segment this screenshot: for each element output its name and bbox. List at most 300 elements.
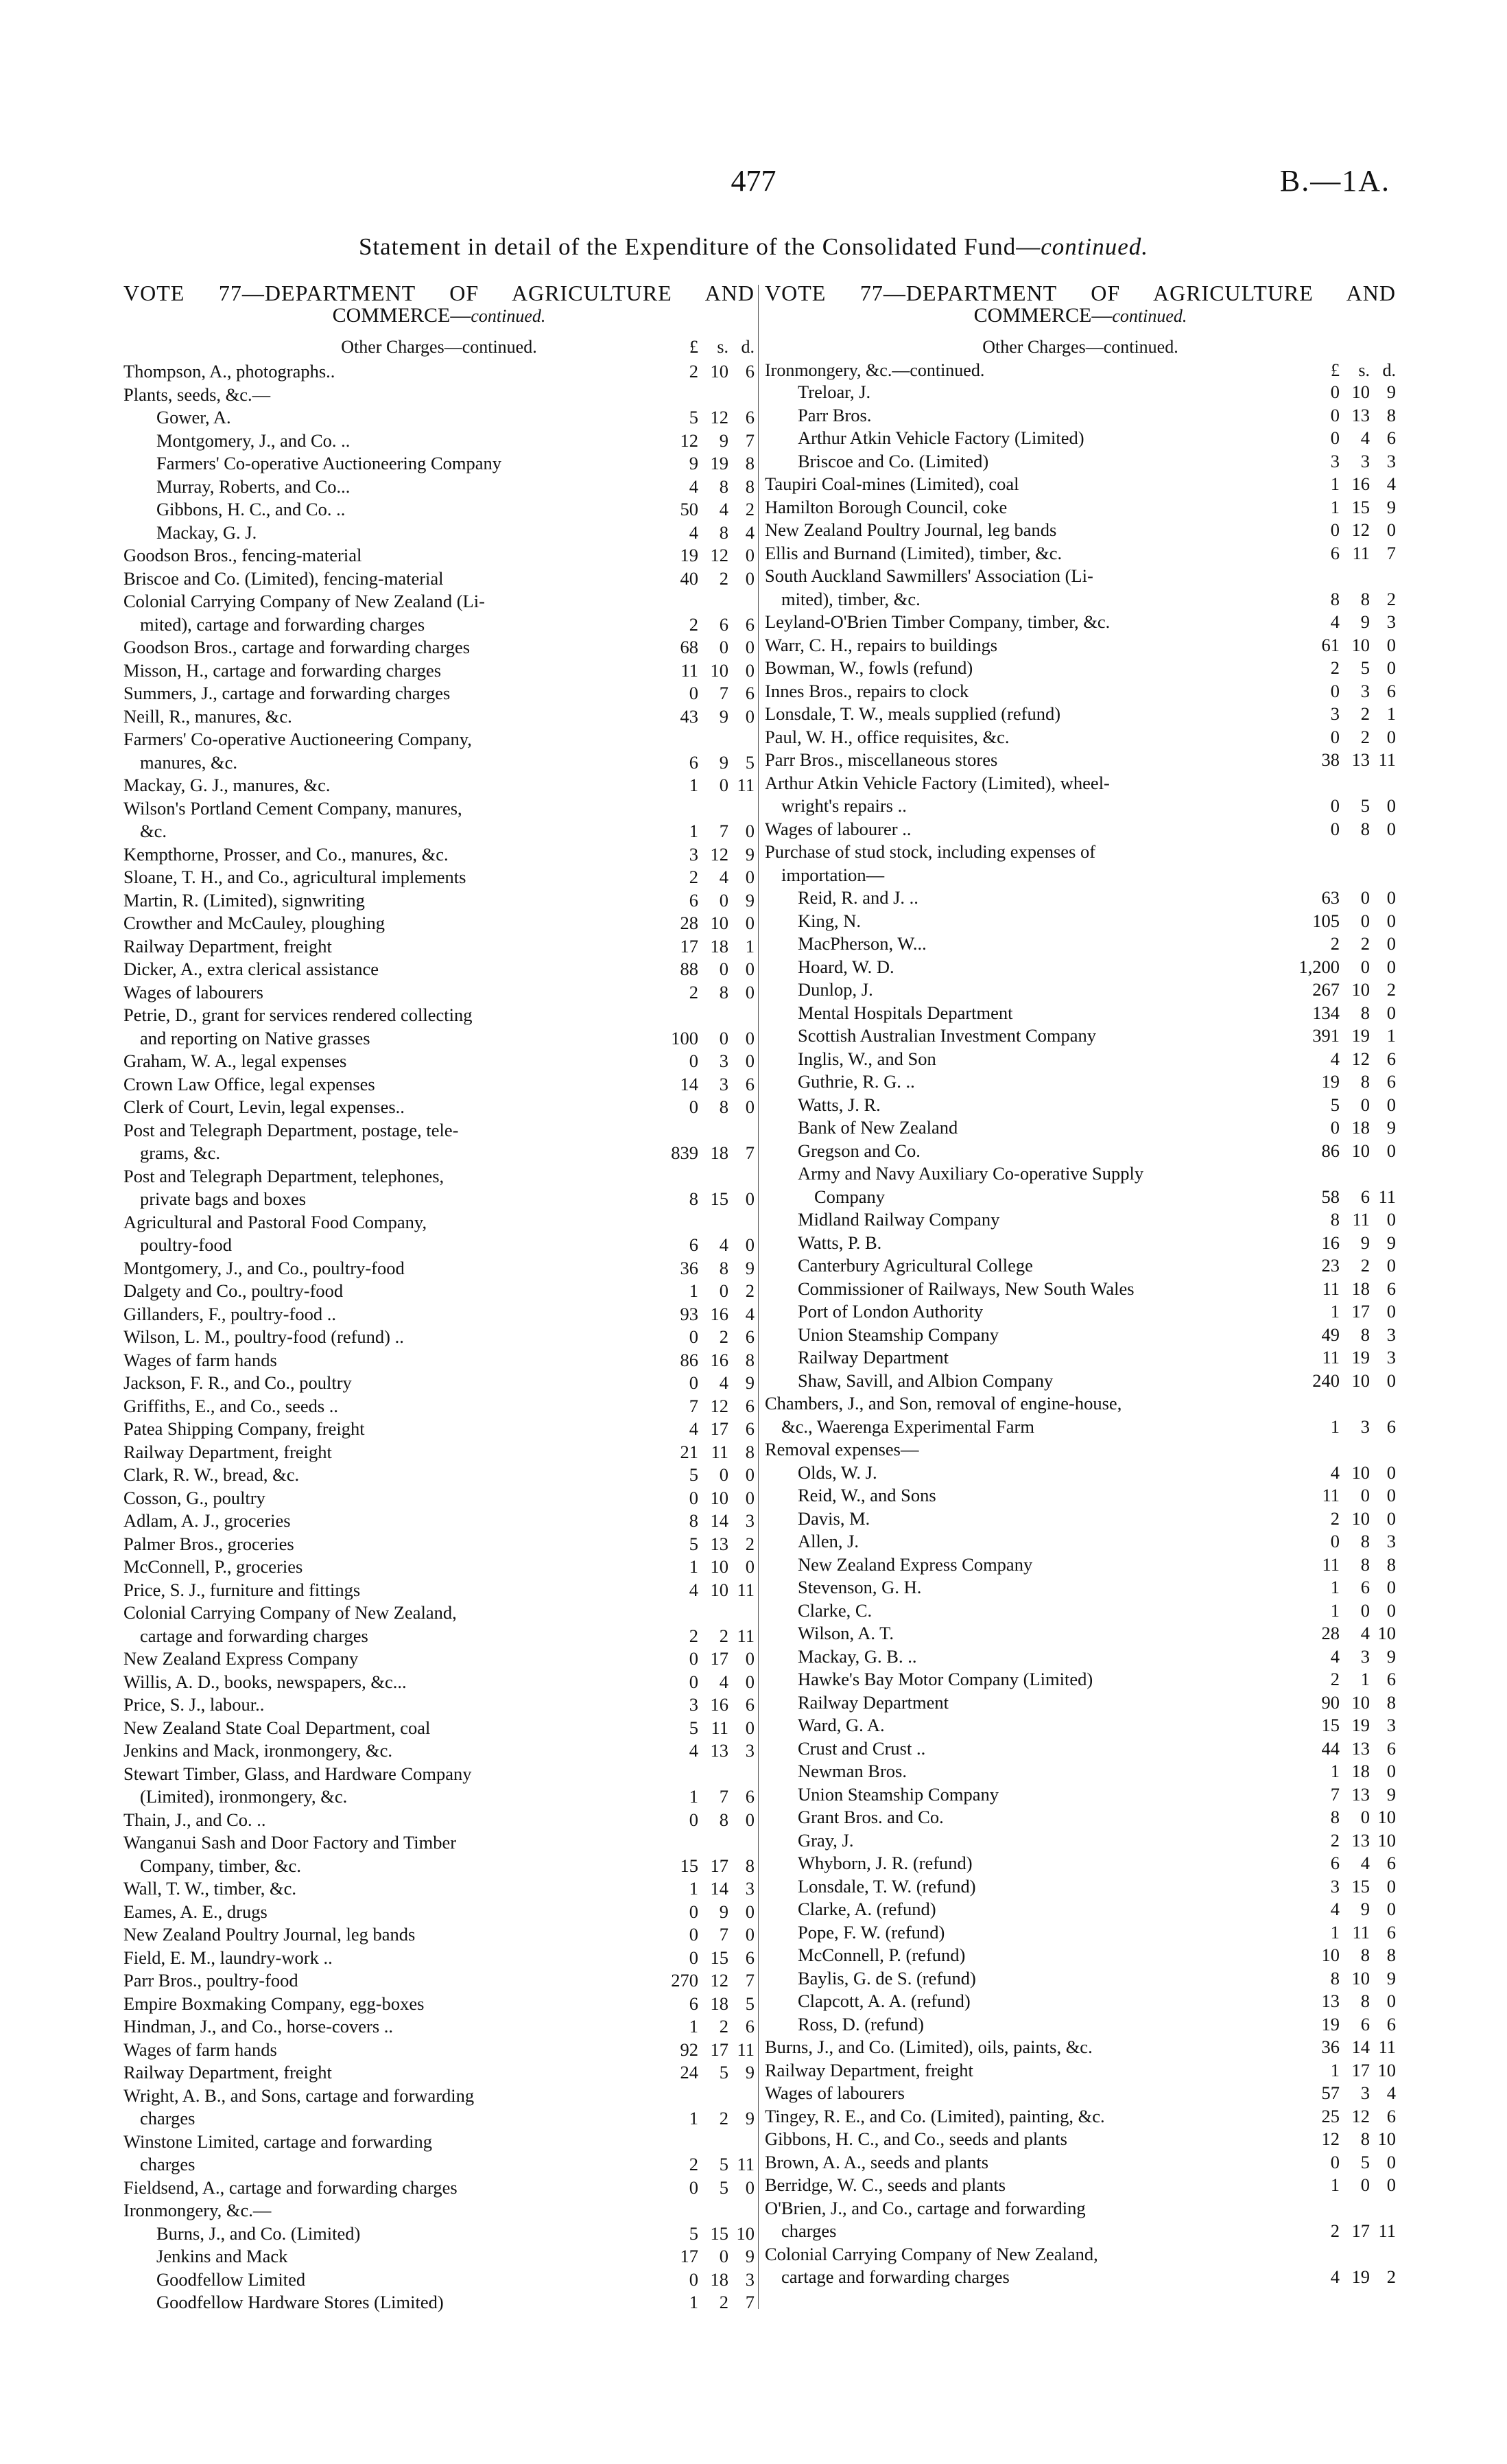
right-ledger-row: [765, 1002, 1396, 1025]
amount-pence: 7: [1386, 542, 1396, 563]
amount-shillings: 4: [719, 1372, 728, 1393]
amount-pounds: 43: [680, 705, 698, 727]
amount-pounds: 2: [689, 361, 698, 382]
amount-pounds: [654, 1119, 698, 1142]
amount-shillings: 8: [1360, 1991, 1370, 2011]
amount-pence: 8: [1386, 1553, 1396, 1575]
left-ledger-row: [123, 567, 755, 591]
right-ledger-row: [765, 2105, 1396, 2128]
amount-pounds: 2: [1330, 657, 1340, 678]
amount-pounds: 0: [689, 1487, 698, 1508]
right-ledger-row: [765, 1070, 1396, 1094]
item-description: Palmer Bros., groceries: [123, 1533, 294, 1554]
amount-shillings: 5: [1360, 2151, 1370, 2172]
item-description: Watts, J. R.: [798, 1094, 881, 1115]
left-ledger-row: [123, 1647, 755, 1671]
amount-pence: 4: [1386, 473, 1396, 494]
amount-shillings: [698, 2131, 728, 2154]
item-description: Thompson, A., photographs..: [123, 361, 335, 382]
left-ledger-row: [123, 935, 755, 959]
item-description: Wilson, L. M., poultry-food (refund) ..: [123, 1326, 404, 1347]
amount-shillings: 8: [719, 521, 728, 543]
item-description: Ross, D. (refund): [798, 2013, 924, 2034]
amount-shillings: 15: [1351, 496, 1370, 517]
amount-pence: 6: [1386, 1737, 1396, 1759]
amount-pounds: 2: [689, 981, 698, 1002]
left-ledger-row: [123, 498, 755, 521]
amount-pence: 4: [745, 1303, 755, 1324]
amount-pence: 7: [745, 1970, 755, 1991]
pence-label: d.: [1382, 360, 1396, 380]
amount-pounds: 8: [1330, 1967, 1340, 1988]
amount-pence: 0: [745, 659, 755, 681]
right-ledger-row: [765, 1416, 1396, 1439]
right-ledger-row: [765, 680, 1396, 703]
item-description: Crown Law Office, legal expenses: [123, 1073, 375, 1094]
amount-pounds: 270: [671, 1970, 698, 1991]
amount-pence: 0: [1386, 956, 1396, 977]
amount-shillings: 12: [710, 1970, 728, 1991]
amount-shillings: [698, 590, 728, 613]
right-ledger-row: [765, 565, 1396, 588]
amount-shillings: 6: [1360, 2013, 1370, 2034]
item-description: Tingey, R. E., and Co. (Limited), painting, &c.: [765, 2105, 1105, 2126]
amount-shillings: 8: [719, 1096, 728, 1117]
amount-pence: 0: [745, 913, 755, 933]
item-description: mited), cartage and forwarding charges: [140, 613, 425, 635]
right-ledger-row: [765, 2059, 1396, 2082]
amount-shillings: 0: [719, 1464, 728, 1485]
left-ledger-row: [123, 1831, 755, 1855]
amount-pence: 0: [745, 959, 755, 979]
left-vote-heading-2: [123, 305, 755, 327]
amount-pounds: 1: [1330, 2059, 1340, 2080]
amount-pounds: 2: [1330, 933, 1340, 954]
amount-pounds: [654, 1601, 698, 1625]
amount-shillings: 18: [710, 1993, 728, 2014]
amount-shillings: 16: [710, 1303, 728, 1324]
amount-pence: [728, 384, 755, 407]
item-description: Misson, H., cartage and forwarding charges: [123, 659, 442, 681]
amount-pounds: 93: [680, 1303, 698, 1324]
amount-pence: 9: [1386, 1117, 1396, 1138]
item-description: Removal expenses—: [765, 1439, 919, 1459]
amount-pence: 0: [745, 1809, 755, 1830]
right-ledger-row: [765, 1162, 1396, 1186]
amount-pence: 3: [1386, 1531, 1396, 1551]
amount-pounds: 6: [689, 1993, 698, 2014]
left-ledger-row: [123, 1579, 755, 1602]
amount-pence: 9: [1386, 496, 1396, 517]
left-ledger-row: [123, 1556, 755, 1579]
item-description: Paul, W. H., office requisites, &c.: [765, 726, 1010, 747]
amount-pence: 6: [745, 613, 755, 635]
item-description: Innes Bros., repairs to clock: [765, 680, 969, 701]
amount-pounds: 57: [1321, 2082, 1340, 2103]
amount-pence: 8: [1386, 1691, 1396, 1713]
amount-pence: 6: [745, 1395, 755, 1416]
amount-pounds: 2: [689, 1625, 698, 1646]
left-section-title: Other Charges—continued.: [341, 337, 537, 357]
left-ledger-row: [123, 1855, 755, 1878]
amount-pence: [1370, 772, 1396, 795]
amount-shillings: 10: [1351, 382, 1370, 402]
right-ledger-row: [765, 473, 1396, 496]
amount-pence: 6: [745, 407, 755, 427]
amount-pounds: 0: [1330, 1531, 1340, 1551]
amount-pence: 0: [745, 705, 755, 727]
amount-shillings: [1340, 1162, 1370, 1186]
item-description: Eames, A. E., drugs: [123, 1901, 268, 1922]
amount-shillings: 8: [1360, 588, 1370, 609]
right-ledger-row: [765, 1829, 1396, 1853]
amount-pence: 11: [737, 1579, 755, 1600]
amount-pence: 0: [1386, 910, 1396, 931]
amount-pounds: 4: [1330, 2266, 1340, 2287]
amount-shillings: 16: [710, 1694, 728, 1715]
item-description: Union Steamship Company: [798, 1324, 999, 1345]
amount-pence: 0: [1386, 2174, 1396, 2195]
left-ledger-row: [123, 2268, 755, 2292]
item-description: Grant Bros. and Co.: [798, 1807, 944, 1827]
amount-pence: 6: [1386, 1048, 1396, 1069]
right-ledger-row: [765, 427, 1396, 450]
amount-pounds: 8: [689, 1510, 698, 1531]
amount-pounds: 0: [689, 2268, 698, 2290]
amount-pounds: 17: [680, 935, 698, 957]
left-ledger-row: [123, 2222, 755, 2246]
amount-shillings: 10: [1351, 1462, 1370, 1483]
shillings-label: s.: [717, 337, 728, 357]
amount-pounds: 19: [680, 545, 698, 565]
amount-pence: [728, 1165, 755, 1188]
right-ledger-row: [765, 1737, 1396, 1761]
item-description: Railway Department, freight: [123, 2062, 332, 2082]
right-ledger-row: [765, 1668, 1396, 1691]
right-ledger-row: [765, 2082, 1396, 2105]
amount-pounds: 1: [1330, 1921, 1340, 1943]
amount-shillings: [698, 1601, 728, 1625]
amount-pence: 0: [1386, 726, 1396, 747]
amount-pence: 8: [745, 476, 755, 497]
amount-pence: 0: [745, 2176, 755, 2198]
left-ledger-row: [123, 1027, 755, 1051]
item-description: Petrie, D., grant for services rendered collecting: [123, 1005, 473, 1025]
amount-shillings: 2: [719, 2292, 728, 2312]
amount-shillings: 19: [1351, 2266, 1370, 2287]
item-description: mited), timber, &c.: [781, 588, 921, 609]
amount-pounds: [654, 797, 698, 821]
statement-title: [0, 233, 1507, 261]
right-ledger-row: [765, 726, 1396, 749]
item-description: McConnell, P. (refund): [798, 1945, 966, 1965]
amount-pounds: 4: [689, 1579, 698, 1600]
amount-shillings: 10: [710, 1579, 728, 1600]
amount-pounds: 7: [689, 1395, 698, 1416]
amount-pounds: [1296, 2243, 1340, 2266]
amount-pounds: 36: [1321, 2037, 1340, 2057]
amount-shillings: [1340, 565, 1370, 588]
amount-pence: 0: [1386, 1140, 1396, 1161]
amount-pence: 0: [745, 1901, 755, 1922]
item-description: Kempthorne, Prosser, and Co., manures, &c.: [123, 843, 449, 865]
amount-shillings: 5: [1360, 657, 1370, 678]
amount-shillings: 19: [1351, 1347, 1370, 1368]
amount-shillings: 0: [719, 1280, 728, 1301]
amount-shillings: 18: [1351, 1117, 1370, 1138]
amount-shillings: 0: [1360, 1599, 1370, 1621]
amount-shillings: 11: [1352, 1209, 1370, 1230]
item-description: Company, timber, &c.: [140, 1855, 301, 1876]
amount-shillings: 2: [1360, 726, 1370, 747]
amount-pounds: 4: [689, 476, 698, 497]
item-description: Purchase of stud stock, including expenses of: [765, 841, 1096, 862]
item-description: Arthur Atkin Vehicle Factory (Limited), wheel-: [765, 772, 1110, 793]
amount-shillings: [698, 1211, 728, 1234]
amount-shillings: 11: [1352, 542, 1370, 563]
left-ledger-row: [123, 912, 755, 935]
item-description: Allen, J.: [798, 1531, 859, 1551]
left-ledger-row: [123, 613, 755, 637]
amount-pounds: 0: [1330, 2151, 1340, 2172]
right-ledger-row: [765, 1048, 1396, 1071]
right-ledger-row: [765, 1599, 1396, 1623]
amount-pounds: 11: [1322, 1347, 1340, 1368]
amount-shillings: 13: [1351, 1783, 1370, 1805]
amount-shillings: 12: [1351, 1048, 1370, 1069]
amount-shillings: 4: [719, 1234, 728, 1255]
amount-shillings: 4: [719, 1671, 728, 1692]
item-description: Mackay, G. J., manures, &c.: [123, 775, 331, 795]
amount-shillings: 10: [1351, 634, 1370, 655]
amount-shillings: 7: [719, 821, 728, 841]
amount-pence: 6: [1386, 680, 1396, 701]
amount-shillings: 11: [711, 1441, 728, 1462]
amount-shillings: 15: [710, 1188, 728, 1209]
amount-shillings: 2: [719, 567, 728, 589]
left-ledger-row: [123, 1280, 755, 1303]
amount-pounds: 16: [1321, 1232, 1340, 1253]
amount-shillings: 7: [719, 1924, 728, 1945]
item-description: Inglis, W., and Son: [798, 1048, 936, 1069]
item-description: Midland Railway Company: [798, 1209, 1000, 1230]
amount-shillings: [1340, 1438, 1370, 1462]
amount-pence: 6: [1386, 1921, 1396, 1943]
left-ledger-row: [123, 360, 755, 384]
amount-pounds: 0: [689, 1809, 698, 1830]
amount-shillings: 2: [719, 1625, 728, 1646]
item-description: Company: [814, 1186, 886, 1207]
amount-pounds: 0: [689, 1372, 698, 1393]
amount-pounds: 15: [680, 1855, 698, 1876]
amount-pounds: 12: [1321, 2128, 1340, 2149]
left-ledger-row: [123, 1901, 755, 1924]
item-description: Thain, J., and Co. ..: [123, 1809, 266, 1830]
amount-pence: 3: [1386, 1715, 1396, 1735]
left-ledger-row: [123, 1487, 755, 1510]
right-ledger-row: [765, 1392, 1396, 1416]
left-ledger-row: [123, 1717, 755, 1740]
amount-pence: 6: [745, 2016, 755, 2037]
amount-shillings: 0: [719, 959, 728, 979]
item-description: Adlam, A. J., groceries: [123, 1510, 291, 1531]
amount-pounds: 5: [689, 1717, 698, 1738]
amount-pounds: 7: [1330, 1783, 1340, 1805]
amount-shillings: 7: [719, 1786, 728, 1807]
item-description: Railway Department, freight: [765, 2059, 973, 2080]
amount-pounds: [654, 590, 698, 613]
item-description: New Zealand State Coal Department, coal: [123, 1717, 431, 1738]
amount-pence: 9: [1386, 382, 1396, 402]
amount-pounds: 1: [689, 2292, 698, 2312]
amount-pounds: 2: [689, 613, 698, 635]
right-ledger-row: [765, 1714, 1396, 1737]
item-description: Cosson, G., poultry: [123, 1487, 265, 1508]
right-ledger-row: [765, 978, 1396, 1002]
left-currency-header: [654, 334, 755, 360]
left-ledger-row: [123, 2039, 755, 2062]
amount-shillings: 18: [1351, 1761, 1370, 1781]
item-description: Colonial Carrying Company of New Zealand (Li-: [123, 591, 485, 611]
item-description: Sloane, T. H., and Co., agricultural implements: [123, 867, 466, 887]
right-ledger-row: [765, 1140, 1396, 1163]
amount-pounds: [654, 1831, 698, 1855]
amount-shillings: 8: [1360, 1553, 1370, 1575]
amount-pence: 0: [1386, 1094, 1396, 1115]
right-ledger-row: [765, 1484, 1396, 1507]
amount-pounds: 14: [680, 1073, 698, 1094]
item-description: cartage and forwarding charges: [140, 1625, 368, 1646]
item-description: Graham, W. A., legal expenses: [123, 1051, 347, 1071]
right-ledger-row: [765, 2243, 1396, 2266]
amount-pence: 6: [1386, 2105, 1396, 2126]
item-description: Goodfellow Limited: [156, 2268, 306, 2290]
item-description: Whyborn, J. R. (refund): [798, 1853, 973, 1873]
left-ledger-row: [123, 1671, 755, 1694]
amount-pounds: 4: [1330, 1899, 1340, 1919]
amount-pence: 1: [1386, 703, 1396, 724]
amount-pence: 0: [745, 637, 755, 657]
left-ledger-row: [123, 452, 755, 476]
amount-shillings: [1340, 841, 1370, 864]
amount-pence: [728, 1211, 755, 1234]
left-ledger-row: [123, 1142, 755, 1165]
amount-pounds: [1296, 1162, 1340, 1186]
amount-shillings: 5: [719, 2062, 728, 2082]
amount-pence: 8: [1386, 404, 1396, 425]
amount-pence: 2: [745, 1533, 755, 1554]
amount-shillings: 17: [710, 1648, 728, 1669]
amount-pence: 3: [745, 1878, 755, 1899]
amount-pounds: [654, 2199, 698, 2222]
left-ledger-row: [123, 1234, 755, 1257]
amount-pounds: [1296, 565, 1340, 588]
amount-pence: 9: [745, 1257, 755, 1278]
right-ledger-row: [765, 496, 1396, 519]
amount-pounds: 5: [689, 2222, 698, 2244]
amount-pounds: 0: [1330, 680, 1340, 701]
amount-shillings: 2: [1360, 1255, 1370, 1276]
item-description: Willis, A. D., books, newspapers, &c...: [123, 1671, 407, 1692]
item-description: Martin, R. (Limited), signwriting: [123, 889, 365, 911]
amount-shillings: 12: [710, 843, 728, 865]
amount-shillings: 16: [710, 1349, 728, 1370]
item-description: Wages of labourer ..: [765, 818, 912, 839]
amount-pence: 0: [1386, 887, 1396, 908]
amount-pence: [1370, 1438, 1396, 1462]
right-ledger-row: [765, 2220, 1396, 2243]
item-description: Ironmongery, &c.—: [123, 2200, 272, 2220]
amount-pence: 6: [745, 361, 755, 382]
amount-shillings: 13: [1351, 1829, 1370, 1851]
amount-pence: 6: [1386, 1071, 1396, 1092]
item-description: Plants, seeds, &c.—: [123, 384, 271, 405]
item-description: Price, S. J., labour..: [123, 1694, 265, 1715]
item-description: Gillanders, F., poultry-food ..: [123, 1303, 336, 1324]
left-ledger-row: [123, 1211, 755, 1234]
item-description: Wages of labourers: [123, 981, 263, 1002]
amount-shillings: 17: [710, 1418, 728, 1439]
amount-shillings: 2: [719, 2016, 728, 2037]
amount-shillings: [698, 2085, 728, 2108]
item-description: Gibbons, H. C., and Co., seeds and plants: [765, 2128, 1067, 2149]
amount-pence: 7: [745, 430, 755, 451]
right-ledger-row: [765, 1783, 1396, 1807]
amount-shillings: 9: [719, 430, 728, 451]
amount-pence: 6: [745, 1947, 755, 1968]
amount-shillings: 18: [710, 1142, 728, 1163]
amount-pounds: 2: [1330, 1507, 1340, 1529]
amount-pounds: [1296, 1438, 1340, 1462]
amount-shillings: 10: [1351, 979, 1370, 1000]
amount-pounds: 4: [1330, 1462, 1340, 1483]
amount-pounds: 4: [689, 1740, 698, 1761]
amount-pence: 0: [745, 1556, 755, 1577]
amount-shillings: 6: [1360, 1186, 1370, 1207]
amount-pence: 0: [745, 1487, 755, 1508]
item-description: MacPherson, W...: [798, 933, 927, 954]
amount-pence: 0: [1386, 519, 1396, 540]
amount-pounds: 92: [680, 2039, 698, 2060]
right-ledger-row: [765, 1530, 1396, 1553]
amount-pence: 0: [1386, 1301, 1396, 1322]
item-description: Wall, T. W., timber, &c.: [123, 1878, 296, 1899]
amount-pence: 11: [1378, 749, 1396, 770]
item-description: Gray, J.: [798, 1829, 854, 1851]
item-description: Baylis, G. de S. (refund): [798, 1967, 976, 1988]
amount-shillings: 4: [1360, 1853, 1370, 1873]
amount-shillings: [698, 728, 728, 751]
right-ledger-row: [765, 1116, 1396, 1140]
amount-pounds: 1: [689, 1878, 698, 1899]
amount-shillings: 10: [1351, 1370, 1370, 1391]
item-description: Clerk of Court, Levin, legal expenses..: [123, 1096, 405, 1117]
item-description: Patea Shipping Company, freight: [123, 1418, 365, 1439]
amount-pounds: 36: [680, 1257, 698, 1278]
right-ledger-row: [765, 2266, 1396, 2289]
item-description: South Auckland Sawmillers' Association (Li-: [765, 565, 1093, 586]
item-description: Price, S. J., furniture and fittings: [123, 1579, 361, 1600]
left-ledger-row: [123, 1119, 755, 1142]
pounds-label: £: [689, 337, 698, 357]
item-description: New Zealand Poultry Journal, leg bands: [765, 519, 1057, 540]
right-ledger-row: [765, 2128, 1396, 2151]
amount-shillings: 17: [1351, 2059, 1370, 2080]
amount-shillings: 12: [710, 545, 728, 565]
amount-shillings: 0: [1360, 2174, 1370, 2195]
amount-shillings: [1340, 864, 1370, 887]
amount-pence: [1370, 1162, 1396, 1186]
